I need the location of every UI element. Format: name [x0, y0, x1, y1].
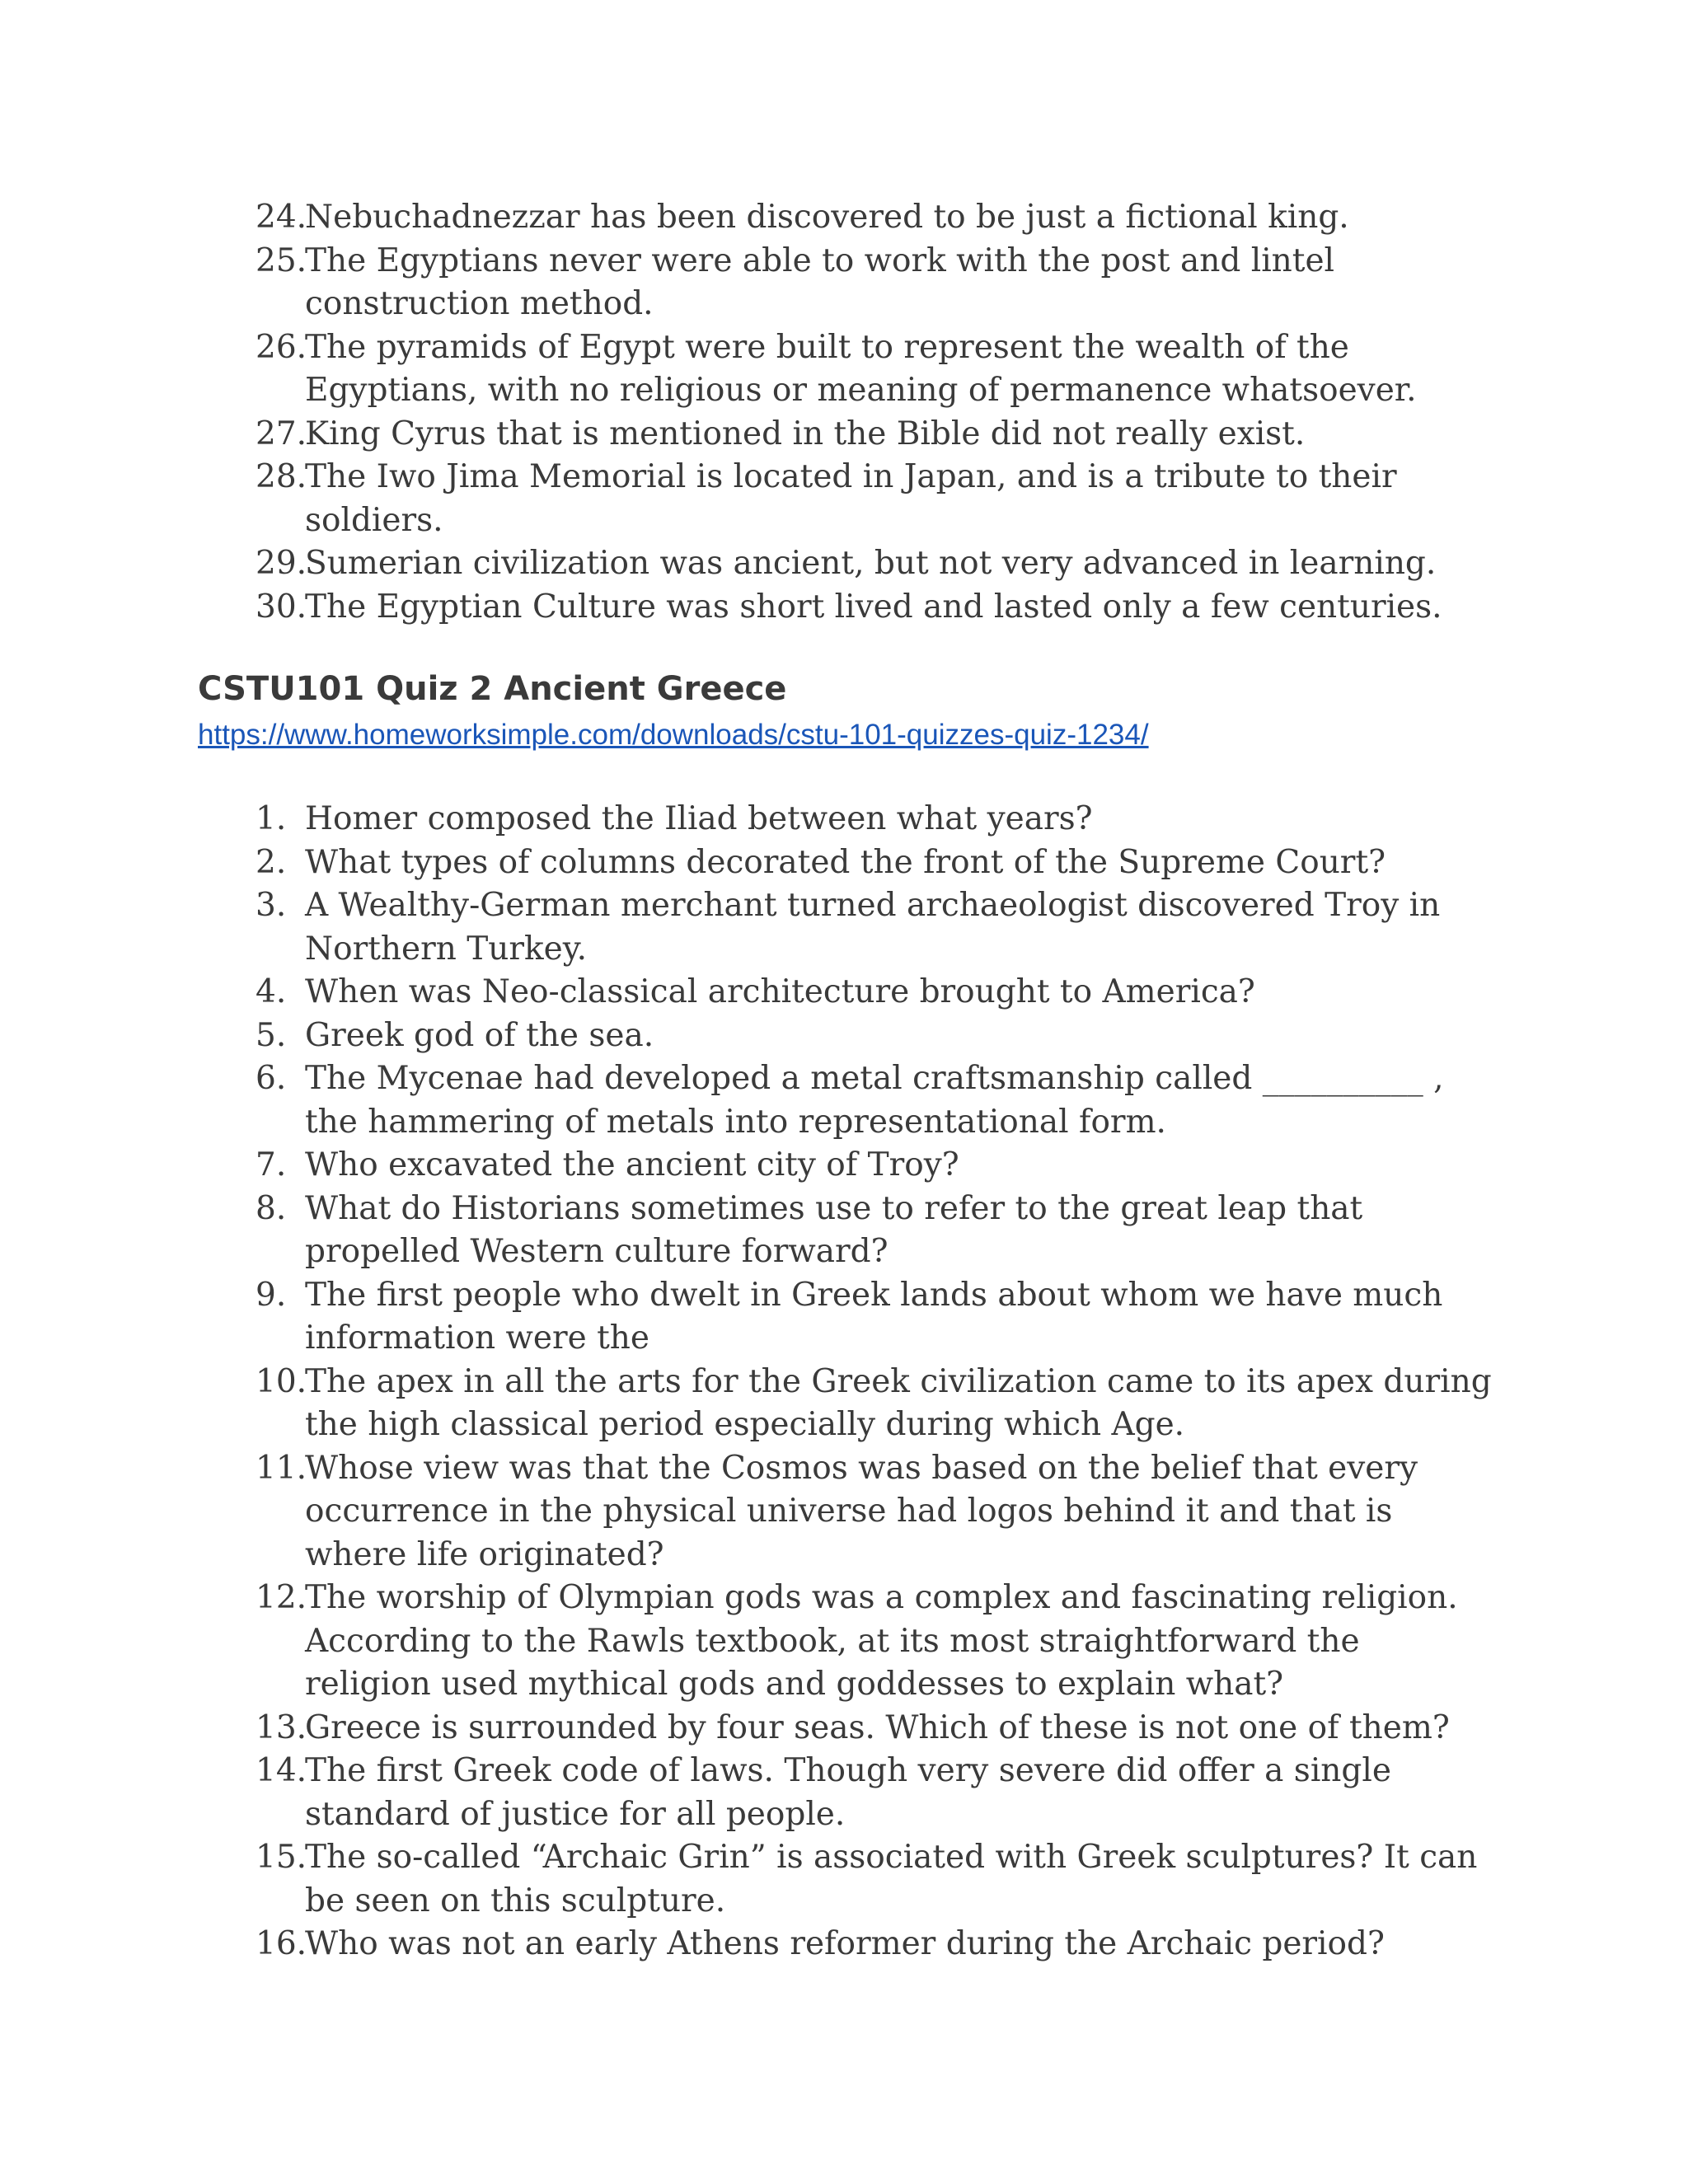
- question-item: [256, 1144, 1492, 1188]
- question-text: What do Historians sometimes use to refer to the great leap that propelled Western culture forward?: [305, 1189, 1363, 1270]
- question-item: [256, 1707, 1492, 1750]
- question-number: 7.: [256, 1146, 287, 1183]
- question-item: [256, 1057, 1492, 1144]
- question-text: Who was not an early Athens reformer during the Archaic period?: [305, 1925, 1385, 1962]
- question-item: [256, 798, 1492, 841]
- question-text: The Egyptians never were able to work with the post and lintel construction method.: [305, 241, 1335, 322]
- question-text: The Mycenae had developed a metal craftsmanship called __________ , the hammering of metals into representational form.: [305, 1060, 1444, 1141]
- question-number: 30.: [256, 588, 307, 626]
- question-item: [256, 586, 1492, 630]
- question-text: Nebuchadnezzar has been discovered to be just a fictional king.: [305, 199, 1349, 236]
- question-item: [256, 884, 1492, 971]
- question-number: 2.: [256, 843, 287, 881]
- question-text: The Egyptian Culture was short lived and lasted only a few centuries.: [305, 588, 1442, 626]
- question-number: 1.: [256, 800, 287, 837]
- question-text: A Wealthy-German merchant turned archaeologist discovered Troy in Northern Turkey.: [305, 887, 1441, 968]
- question-number: 3.: [256, 887, 287, 924]
- question-item: [256, 413, 1492, 457]
- question-item: [256, 1447, 1492, 1577]
- question-number: 29.: [256, 545, 307, 582]
- quiz1-question-list: [256, 196, 1492, 629]
- question-item: [256, 196, 1492, 240]
- question-text: King Cyrus that is mentioned in the Bible did not really exist.: [305, 415, 1306, 452]
- question-text: Whose view was that the Cosmos was based on the belief that every occurrence in the physical universe had logos behind it and that is where life originated?: [305, 1449, 1418, 1573]
- question-number: 9.: [256, 1276, 287, 1314]
- question-item: [256, 1836, 1492, 1923]
- question-number: 24.: [256, 199, 307, 236]
- question-text: The first Greek code of laws. Though very severe did offer a single standard of justice for all people.: [305, 1752, 1391, 1833]
- question-number: 4.: [256, 973, 287, 1010]
- question-number: 5.: [256, 1016, 287, 1054]
- question-text: The apex in all the arts for the Greek civilization came to its apex during the high classical period especially during which Age.: [305, 1362, 1492, 1443]
- question-item: [256, 1274, 1492, 1361]
- question-text: When was Neo-classical architecture brought to America?: [305, 973, 1255, 1010]
- question-text: The so-called “Archaic Grin” is associated with Greek sculptures? It can be seen on this sculpture.: [305, 1839, 1478, 1919]
- question-number: 16.: [256, 1925, 307, 1962]
- question-number: 12.: [256, 1579, 307, 1616]
- question-text: What types of columns decorated the front of the Supreme Court?: [305, 843, 1386, 881]
- question-text: Sumerian civilization was ancient, but not very advanced in learning.: [305, 545, 1437, 582]
- question-item: [256, 971, 1492, 1015]
- question-item: [256, 1015, 1492, 1058]
- question-item: [256, 326, 1492, 413]
- question-number: 28.: [256, 458, 307, 495]
- question-text: Homer composed the Iliad between what years?: [305, 800, 1093, 837]
- question-text: The first people who dwelt in Greek lands about whom we have much information were the: [305, 1276, 1443, 1357]
- question-number: 10.: [256, 1362, 307, 1400]
- question-number: 11.: [256, 1449, 307, 1487]
- question-item: [256, 1188, 1492, 1274]
- question-text: Greece is surrounded by four seas. Which of these is not one of them?: [305, 1708, 1450, 1746]
- question-item: [256, 1750, 1492, 1836]
- question-number: 26.: [256, 328, 307, 366]
- question-text: The worship of Olympian gods was a complex and fascinating religion. According to the Rawls textbook, at its most straightforward the religion used mythical gods and goddesses to explain what?: [305, 1579, 1458, 1703]
- question-number: 8.: [256, 1189, 287, 1227]
- quiz2-question-list: [256, 798, 1492, 1966]
- question-item: [256, 1577, 1492, 1707]
- question-number: 27.: [256, 415, 307, 452]
- question-item: [256, 841, 1492, 885]
- question-text: The Iwo Jima Memorial is located in Japan, and is a tribute to their soldiers.: [305, 458, 1397, 539]
- question-item: [256, 456, 1492, 542]
- quiz2-link[interactable]: https://www.homeworksimple.com/downloads/cstu-101-quizzes-quiz-1234/: [198, 719, 1149, 751]
- question-number: 14.: [256, 1752, 307, 1789]
- question-number: 15.: [256, 1839, 307, 1876]
- question-number: 25.: [256, 241, 307, 279]
- quiz2-heading: CSTU101 Quiz 2 Ancient Greece: [198, 670, 787, 708]
- question-text: Greek god of the sea.: [305, 1016, 654, 1054]
- question-text: Who excavated the ancient city of Troy?: [305, 1146, 959, 1183]
- question-number: 6.: [256, 1060, 287, 1097]
- question-item: [256, 1923, 1492, 1966]
- question-text: The pyramids of Egypt were built to represent the wealth of the Egyptians, with no religious or meaning of permanence whatsoever.: [305, 328, 1417, 409]
- question-item: [256, 1361, 1492, 1447]
- question-item: [256, 240, 1492, 326]
- question-item: [256, 542, 1492, 586]
- question-number: 13.: [256, 1708, 307, 1746]
